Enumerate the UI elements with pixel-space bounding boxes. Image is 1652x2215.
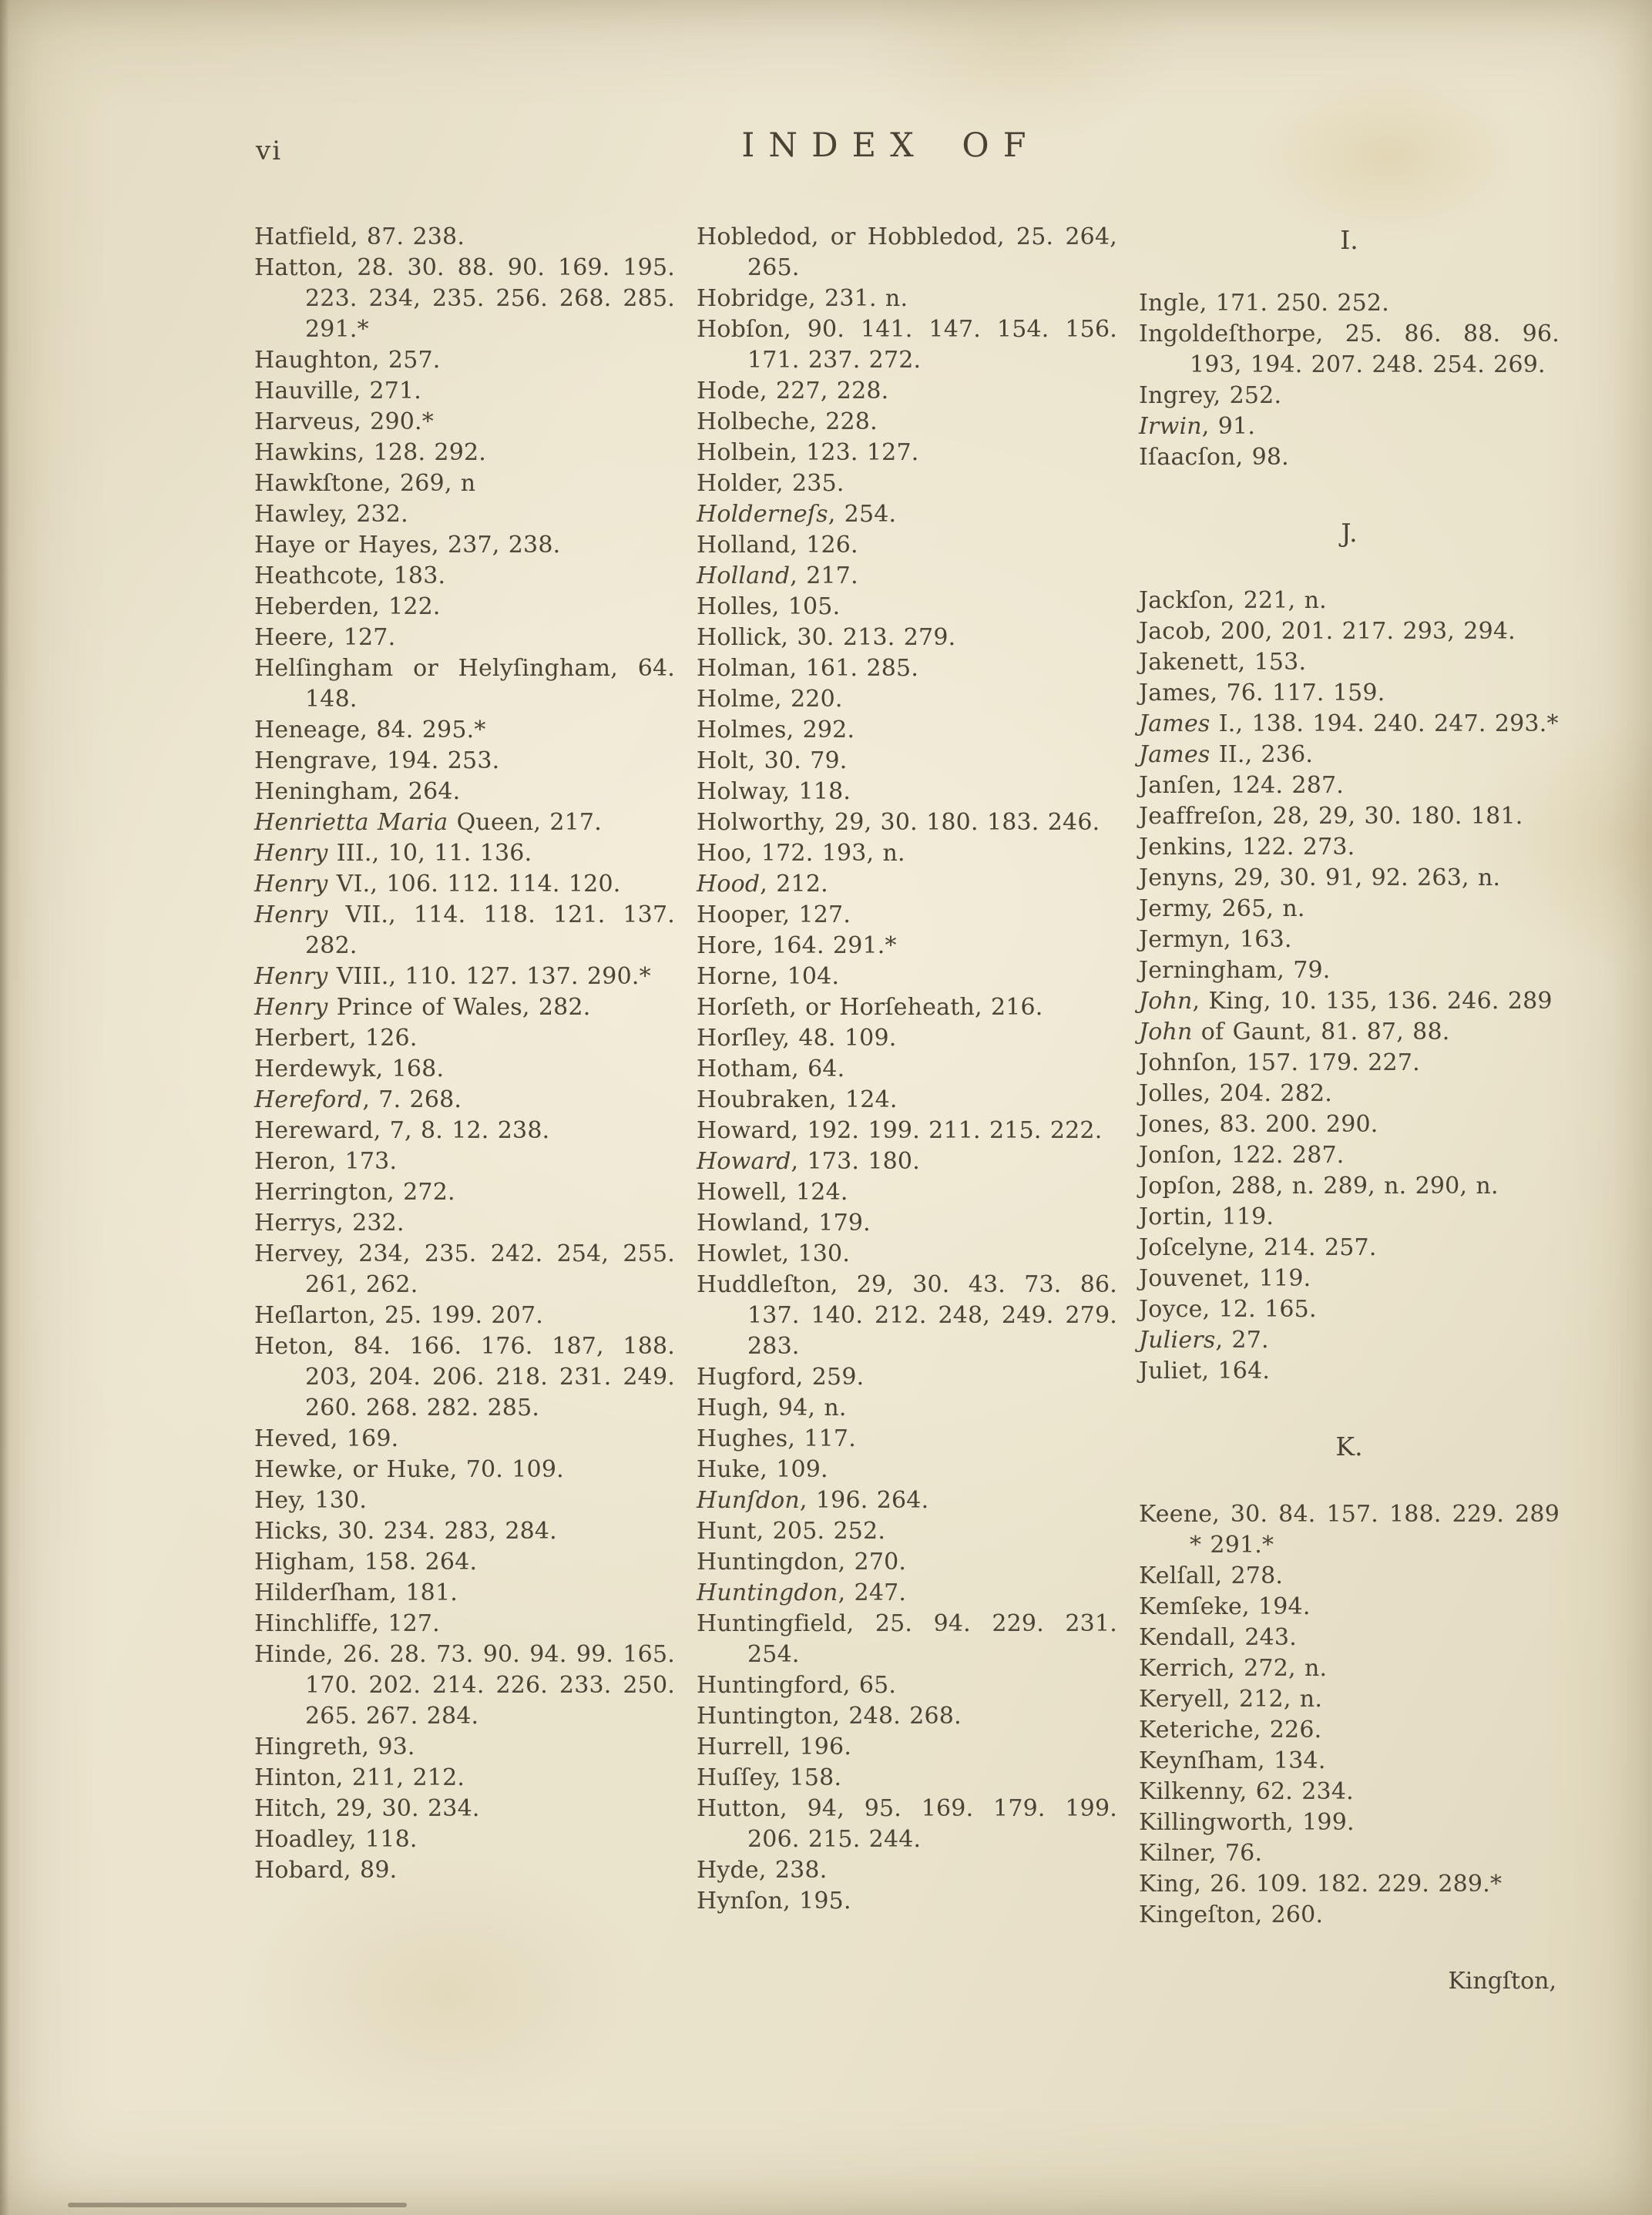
index-entry: Ingoldeſthorpe, 25. 86. 88. 96. 193, 194. 207. 248. 254. 269. xyxy=(1139,321,1560,378)
index-entry: Hotham, 64. xyxy=(697,1055,845,1082)
index-entry: Holbeche, 228. xyxy=(697,408,878,435)
index-entry: Huntingfield, 25. 94. 229. 231. 254. xyxy=(697,1610,1117,1668)
index-entry: Hatfield, 87. 238. xyxy=(254,223,465,250)
index-entry: Heathcote, 183. xyxy=(254,562,446,589)
index-entry: Jermyn, 163. xyxy=(1139,926,1292,953)
index-columns xyxy=(254,222,1558,1997)
page-number: vi xyxy=(256,136,283,166)
letter-heading: J. xyxy=(1341,518,1358,548)
index-entry: Heningham, 264. xyxy=(254,778,461,805)
index-entry: Herdewyk, 168. xyxy=(254,1055,445,1082)
index-entry: Hitch, 29, 30. 234. xyxy=(254,1795,480,1822)
catchword: Kingſton, xyxy=(1448,1968,1556,1995)
index-entry: Joſcelyne, 214. 257. xyxy=(1139,1234,1377,1261)
scan-edge-shadow-left xyxy=(0,0,9,2215)
index-entry: Hawley, 232. xyxy=(254,501,408,528)
index-entry: Herrys, 232. xyxy=(254,1210,405,1237)
index-entry: Keynſham, 134. xyxy=(1139,1747,1326,1774)
index-entry: Henry III., 10, 11. 136. xyxy=(254,840,532,867)
index-entry: Joyce, 12. 165. xyxy=(1139,1296,1317,1323)
index-entry: Hewke, or Huke, 70. 109. xyxy=(254,1456,564,1483)
index-entry: Kerrich, 272, n. xyxy=(1139,1655,1328,1682)
index-entry: Henry VIII., 110. 127. 137. 290.* xyxy=(254,963,651,990)
index-entry: Hey, 130. xyxy=(254,1487,368,1514)
index-entry: Hinton, 211, 212. xyxy=(254,1764,465,1791)
index-entry: Kendall, 243. xyxy=(1139,1624,1297,1651)
index-entry: Jolles, 204. 282. xyxy=(1139,1080,1333,1107)
index-entry: Holman, 161. 285. xyxy=(697,655,919,682)
index-entry: Heved, 169. xyxy=(254,1425,399,1452)
index-entry: Hereward, 7, 8. 12. 238. xyxy=(254,1117,550,1144)
index-entry: Huſſey, 158. xyxy=(697,1764,842,1791)
index-entry: James I., 138. 194. 240. 247. 293.* xyxy=(1139,710,1559,737)
scan-edge-shadow-bottom xyxy=(68,2203,407,2207)
index-entry: Holmes, 292. xyxy=(697,717,855,743)
index-entry: Hutton, 94, 95. 169. 179. 199. 206. 215. 244. xyxy=(697,1795,1117,1853)
index-entry: Kilner, 76. xyxy=(1139,1840,1263,1867)
index-entry: Heberden, 122. xyxy=(254,593,441,620)
index-entry: Holme, 220. xyxy=(697,686,843,713)
page-title: INDEX OF xyxy=(741,126,1040,165)
index-entry: Hinde, 26. 28. 73. 90. 94. 99. 165. 170. 202. 214. 226. 233. 250. 265. 267. 284. xyxy=(254,1641,675,1730)
index-entry: Helſingham or Helyſingham, 64. 148. xyxy=(254,655,675,713)
index-entry: Hicks, 30. 234. 283, 284. xyxy=(254,1518,557,1545)
index-entry: Hugford, 259. xyxy=(697,1364,865,1391)
index-entry: John, King, 10. 135, 136. 246. 289 xyxy=(1139,988,1553,1015)
index-entry: Jonſon, 122. 287. xyxy=(1139,1142,1345,1169)
index-entry: Huntington, 248. 268. xyxy=(697,1703,962,1730)
index-entry: Horſeth, or Horſeheath, 216. xyxy=(697,994,1043,1021)
column-1-entries xyxy=(254,222,675,1886)
index-entry: Heere, 127. xyxy=(254,624,396,651)
index-entry: Irwin, 91. xyxy=(1139,413,1256,440)
index-entry: Hunt, 205. 252. xyxy=(697,1518,886,1545)
index-entry: Henrietta Maria Queen, 217. xyxy=(254,809,602,836)
index-entry: Holder, 235. xyxy=(697,470,844,497)
index-entry: Hyde, 238. xyxy=(697,1857,828,1884)
index-entry: Henry Prince of Wales, 282. xyxy=(254,994,591,1021)
index-entry: Hawkſtone, 269, n xyxy=(254,470,476,497)
index-entry: Keene, 30. 84. 157. 188. 229. 289 * 291.* xyxy=(1139,1501,1560,1559)
index-entry: Hervey, 234, 235. 242. 254, 255. 261, 262. xyxy=(254,1240,675,1298)
index-entry: Jackſon, 221, n. xyxy=(1139,587,1327,614)
index-entry: Hingreth, 93. xyxy=(254,1733,415,1760)
index-entry: Hore, 164. 291.* xyxy=(697,932,897,959)
column-3-entries xyxy=(1139,225,1560,1931)
index-entry: Hilderſham, 181. xyxy=(254,1579,458,1606)
index-entry: Hoadley, 118. xyxy=(254,1826,418,1853)
index-entry: Holles, 105. xyxy=(697,593,841,620)
index-entry: Heton, 84. 166. 176. 187, 188. 203, 204. 206. 218. 231. 249. 260. 268. 282. 285. xyxy=(254,1333,675,1421)
index-entry: Hobridge, 231. n. xyxy=(697,285,908,312)
index-entry: Higham, 158. 264. xyxy=(254,1549,478,1576)
index-entry: Ingrey, 252. xyxy=(1139,382,1282,409)
index-entry: Holbein, 123. 127. xyxy=(697,439,919,466)
index-entry: Hughes, 117. xyxy=(697,1425,856,1452)
index-entry: Killingworth, 199. xyxy=(1139,1809,1355,1836)
index-entry: Howard, 192. 199. 211. 215. 222. xyxy=(697,1117,1103,1144)
index-entry: Jortin, 119. xyxy=(1139,1203,1274,1230)
index-entry: Jeaffreſon, 28, 29, 30. 180. 181. xyxy=(1139,803,1523,830)
index-entry: Hengrave, 194. 253. xyxy=(254,747,500,774)
index-entry: Keteriche, 226. xyxy=(1139,1717,1322,1743)
index-entry: Iſaacſon, 98. xyxy=(1139,444,1289,471)
index-entry: Huntingford, 65. xyxy=(697,1672,897,1699)
index-entry: Juliet, 164. xyxy=(1139,1358,1271,1384)
index-entry: Kingeſton, 260. xyxy=(1139,1901,1324,1928)
index-entry: Huddleſton, 29, 30. 43. 73. 86. 137. 140. 212. 248, 249. 279. 283. xyxy=(697,1271,1117,1360)
index-entry: Ingle, 171. 250. 252. xyxy=(1139,290,1389,317)
index-column-3 xyxy=(1139,222,1560,1997)
index-entry: Hooper, 127. xyxy=(697,901,851,928)
index-entry: Huke, 109. xyxy=(697,1456,828,1483)
index-entry: King, 26. 109. 182. 229. 289.* xyxy=(1139,1871,1503,1898)
letter-heading: K. xyxy=(1335,1431,1363,1462)
index-entry: Horne, 104. xyxy=(697,963,840,990)
index-entry: Howlet, 130. xyxy=(697,1240,851,1267)
index-entry: Harveus, 290.* xyxy=(254,408,434,435)
index-entry: Jermy, 265, n. xyxy=(1139,895,1305,922)
index-entry: Kemſeke, 194. xyxy=(1139,1593,1311,1620)
index-entry: Hereford, 7. 268. xyxy=(254,1086,462,1113)
index-entry: Hoo, 172. 193, n. xyxy=(697,840,905,867)
index-entry: Hollick, 30. 213. 279. xyxy=(697,624,956,651)
index-entry: Hatton, 28. 30. 88. 90. 169. 195. 223. 234, 235. 256. 268. 285. 291.* xyxy=(254,254,675,343)
index-entry: Herbert, 126. xyxy=(254,1025,418,1052)
index-entry: Jopſon, 288, n. 289, n. 290, n. xyxy=(1139,1173,1499,1200)
index-entry: Holt, 30. 79. xyxy=(697,747,848,774)
index-entry: Hurrell, 196. xyxy=(697,1733,852,1760)
index-entry: Jacob, 200, 201. 217. 293, 294. xyxy=(1139,618,1516,645)
index-entry: Howland, 179. xyxy=(697,1210,871,1237)
index-entry: Heſlarton, 25. 199. 207. xyxy=(254,1302,544,1329)
index-entry: John of Gaunt, 81. 87, 88. xyxy=(1139,1019,1450,1045)
index-entry: Hobſon, 90. 141. 147. 154. 156. 171. 237. 272. xyxy=(697,316,1117,374)
index-entry: Herrington, 272. xyxy=(254,1179,455,1206)
index-entry: Holway, 118. xyxy=(697,778,851,805)
index-entry: James, 76. 117. 159. xyxy=(1139,680,1385,706)
index-entry: Keryell, 212, n. xyxy=(1139,1686,1323,1713)
index-entry: Hinchliffe, 127. xyxy=(254,1610,440,1637)
index-entry: Jerningham, 79. xyxy=(1139,957,1331,984)
letter-heading: I. xyxy=(1340,225,1358,255)
index-entry: Holworthy, 29, 30. 180. 183. 246. xyxy=(697,809,1100,836)
index-entry: Haughton, 257. xyxy=(254,347,441,374)
index-entry: Hode, 227, 228. xyxy=(697,378,889,404)
index-column-1 xyxy=(254,222,675,1997)
index-entry: Henry VI., 106. 112. 114. 120. xyxy=(254,871,621,898)
index-entry: Henry VII., 114. 118. 121. 137. 282. xyxy=(254,901,675,959)
index-entry: Jouvenet, 119. xyxy=(1139,1265,1311,1292)
index-entry: Horſley, 48. 109. xyxy=(697,1025,897,1052)
index-entry: Jenkins, 122. 273. xyxy=(1139,834,1355,861)
index-entry: Heron, 173. xyxy=(254,1148,398,1175)
index-entry: Hobard, 89. xyxy=(254,1857,398,1884)
index-entry: Howard, 173. 180. xyxy=(697,1148,920,1175)
index-entry: Jones, 83. 200. 290. xyxy=(1139,1111,1378,1138)
index-entry: Hynſon, 195. xyxy=(697,1888,851,1915)
index-entry: Hawkins, 128. 292. xyxy=(254,439,487,466)
index-entry: Kelſall, 278. xyxy=(1139,1562,1284,1589)
index-entry: Jakenett, 153. xyxy=(1139,649,1307,676)
index-entry: Janſen, 124. 287. xyxy=(1139,772,1345,799)
index-entry: Johnſon, 157. 179. 227. xyxy=(1139,1049,1420,1076)
index-entry: Heneage, 84. 295.* xyxy=(254,717,486,743)
index-entry: Howell, 124. xyxy=(697,1179,848,1206)
index-entry: Jenyns, 29, 30. 91, 92. 263, n. xyxy=(1139,864,1501,891)
index-entry: Holland, 217. xyxy=(697,562,858,589)
index-entry: Hobledod, or Hobbledod, 25. 264, 265. xyxy=(697,223,1117,281)
index-entry: Hugh, 94, n. xyxy=(697,1394,847,1421)
index-entry: Huntingdon, 270. xyxy=(697,1549,907,1576)
index-entry: Hood, 212. xyxy=(697,871,828,898)
index-entry: Holland, 126. xyxy=(697,532,858,559)
index-entry: Houbraken, 124. xyxy=(697,1086,898,1113)
index-entry: James II., 236. xyxy=(1139,741,1314,768)
index-entry: Hunſdon, 196. 264. xyxy=(697,1487,929,1514)
index-entry: Holderneſs, 254. xyxy=(697,501,897,528)
index-column-2 xyxy=(697,222,1117,1997)
index-entry: Haye or Hayes, 237, 238. xyxy=(254,532,561,559)
index-entry: Hauville, 271. xyxy=(254,378,422,404)
index-entry: Juliers, 27. xyxy=(1139,1327,1269,1354)
column-2-entries xyxy=(697,222,1117,1917)
index-entry: Huntingdon, 247. xyxy=(697,1579,907,1606)
index-entry: Kilkenny, 62. 234. xyxy=(1139,1778,1354,1805)
